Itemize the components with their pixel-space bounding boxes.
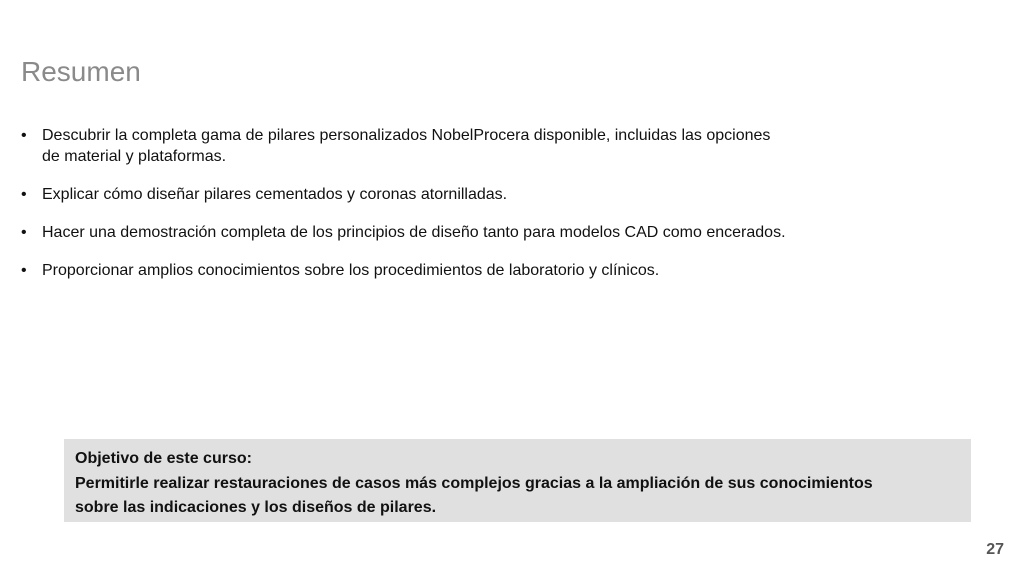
course-objective-box [64,439,971,522]
objective-text-line: sobre las indicaciones y los diseños de pilares. [75,499,437,516]
bullet-text-line: Descubrir la completa gama de pilares personalizados NobelProcera disponible, incluidas las opciones [42,127,771,144]
objective-heading: Objetivo de este curso: [75,450,252,467]
bullet-item [20,184,850,205]
bullet-marker: • [21,127,27,144]
bullet-text-line: Explicar cómo diseñar pilares cementados y coronas atornilladas. [42,186,508,203]
bullet-item [20,260,850,281]
bullet-marker: • [21,224,27,241]
page-number: 27 [986,541,1004,558]
objective-text-line: Permitirle realizar restauraciones de casos más complejos gracias a la ampliación de sus conocimientos [75,474,873,492]
bullet-text-line: Hacer una demostración completa de los principios de diseño tanto para modelos CAD como encerados. [42,224,786,241]
bullet-marker: • [21,186,27,203]
bullet-item [20,222,850,243]
bullet-marker: • [21,262,27,279]
slide-title: Resumen [21,56,141,87]
bullet-text-line: de material y plataformas. [42,148,227,165]
bullet-item [20,125,850,167]
bullet-text-line: Proporcionar amplios conocimientos sobre los procedimientos de laboratorio y clínicos. [42,262,660,279]
bullet-list [20,125,850,298]
